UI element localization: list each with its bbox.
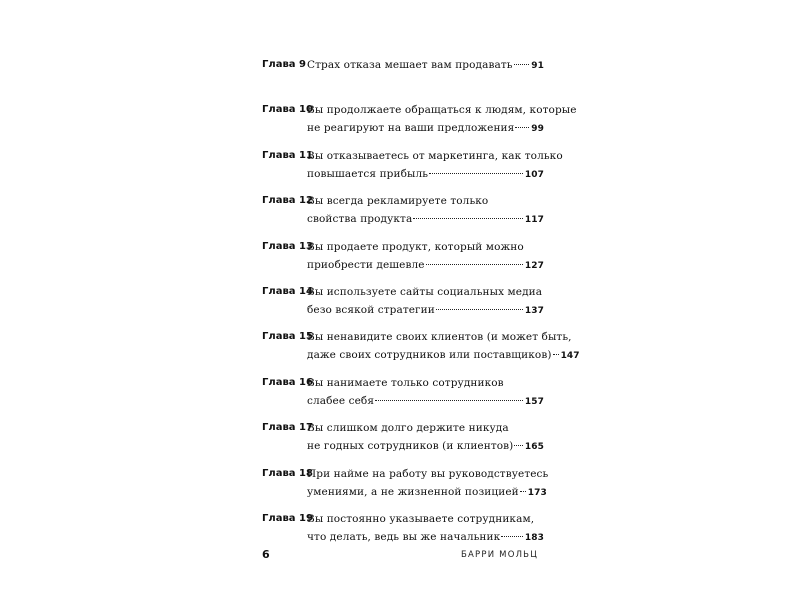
title-line [307,374,544,392]
chapter-title-text: При найме на работу вы руководствуетесь [307,467,549,480]
chapter-title [307,101,577,138]
page-number: 173 [527,487,547,498]
chapter-title-text: Вы продаете продукт, который можно [307,240,524,253]
toc-entry [262,465,549,510]
chapter-title-text: не годных сотрудников (и клиентов) [307,440,514,453]
title-line [307,465,549,483]
toc-entry [262,101,577,146]
chapter-title-text: не реагируют на ваши предложения [307,122,515,135]
chapter-label: Глава 11 [262,149,313,161]
chapter-title-text: приобрести дешевле [307,258,425,271]
chapter-title-text: Вы отказываетесь от маркетинга, как только [307,149,563,162]
toc-entry [262,147,563,192]
chapter-title [307,510,544,547]
title-line [307,283,544,301]
chapter-label: Глава 10 [262,104,313,116]
title-line [307,510,544,528]
title-line-with-page [307,119,544,138]
toc-entry [262,192,544,237]
dot-leader [515,126,529,128]
page-number: 127 [524,260,544,271]
title-line-with-page [307,301,544,320]
chapter-label: Глава 18 [262,467,313,479]
footer-author: БАРРИ МОЛЬЦ [461,550,539,560]
chapter-title-text: умениями, а не жизненной позицией [307,485,519,498]
chapter-title-text: Вы используете сайты социальных медиа [307,285,543,298]
chapter-title-text: Вы всегда рекламируете только [307,195,489,208]
chapter-title-text: Страх отказа мешает вам продавать [307,59,513,71]
chapter-label: Глава 16 [262,376,313,388]
title-line-with-page [307,437,544,456]
table-of-contents [262,56,580,555]
toc-entry [262,238,544,283]
title-line [307,101,577,119]
title-line-with-page [307,528,544,547]
page-number: 117 [524,215,544,226]
dot-leader [520,490,526,492]
dot-leader [501,535,523,537]
chapter-label: Глава 19 [262,512,313,524]
chapter-title [307,56,544,75]
chapter-title [307,192,544,229]
title-line-with-page [307,165,544,184]
title-line-with-page [307,392,544,411]
title-line [307,328,572,346]
page-number: 165 [524,442,544,453]
chapter-title-text: свойства продукта [307,213,413,226]
dot-leader [514,444,523,446]
chapter-title-text: Вы ненавидите своих клиентов (и может быть, [307,331,572,344]
title-line-with-page [307,56,544,75]
chapter-title [307,283,544,320]
chapter-title-text: Вы продолжаете обращаться к людям, которые [307,104,577,117]
title-line [307,238,544,256]
chapter-title [307,147,563,184]
chapter-title-text: повышается прибыль [307,167,429,180]
title-line-with-page [307,346,580,365]
page-number: 183 [524,532,544,543]
toc-entry [262,374,544,419]
dot-leader [553,353,559,355]
dot-leader [413,217,523,219]
chapter-title-text: даже своих сотрудников или поставщиков) [307,349,552,362]
chapter-title-text: Вы слишком долго держите никуда [307,422,509,435]
chapter-title [307,328,580,365]
chapter-label: Глава 14 [262,285,313,297]
chapter-title [307,238,544,275]
chapter-title-text: что делать, ведь вы же начальник [307,530,501,543]
chapter-title [307,465,549,502]
dot-leader [514,63,530,65]
page-number: 147 [560,351,580,362]
chapter-title-text: Вы постоянно указываете сотрудникам, [307,512,535,525]
toc-entry [262,283,544,328]
chapter-title-text: безо всякой стратегии [307,303,435,316]
page-number: 91 [531,61,544,71]
chapter-title [307,419,544,456]
chapter-label: Глава 13 [262,240,313,252]
toc-entry [262,510,544,555]
title-line-with-page [307,256,544,275]
page-number: 107 [524,169,544,180]
page-number: 99 [531,124,544,135]
toc-entry [262,56,544,101]
dot-leader [429,172,523,174]
footer-page-number: 6 [262,548,270,561]
toc-entry [262,419,544,464]
title-line-with-page [307,483,547,502]
title-line [307,147,563,165]
chapter-title-text: слабее себя [307,394,375,407]
page-number: 157 [524,396,544,407]
dot-leader [436,308,523,310]
dot-leader [426,263,523,265]
chapter-label: Глава 12 [262,195,313,207]
toc-entry [262,328,580,373]
dot-leader [375,399,523,401]
page-number: 137 [524,305,544,316]
title-line-with-page [307,210,544,229]
chapter-label: Глава 9 [262,59,306,70]
chapter-title [307,374,544,411]
title-line [307,192,544,210]
chapter-label: Глава 17 [262,422,313,434]
chapter-title-text: Вы нанимаете только сотрудников [307,376,504,389]
title-line [307,419,544,437]
chapter-label: Глава 15 [262,331,313,343]
